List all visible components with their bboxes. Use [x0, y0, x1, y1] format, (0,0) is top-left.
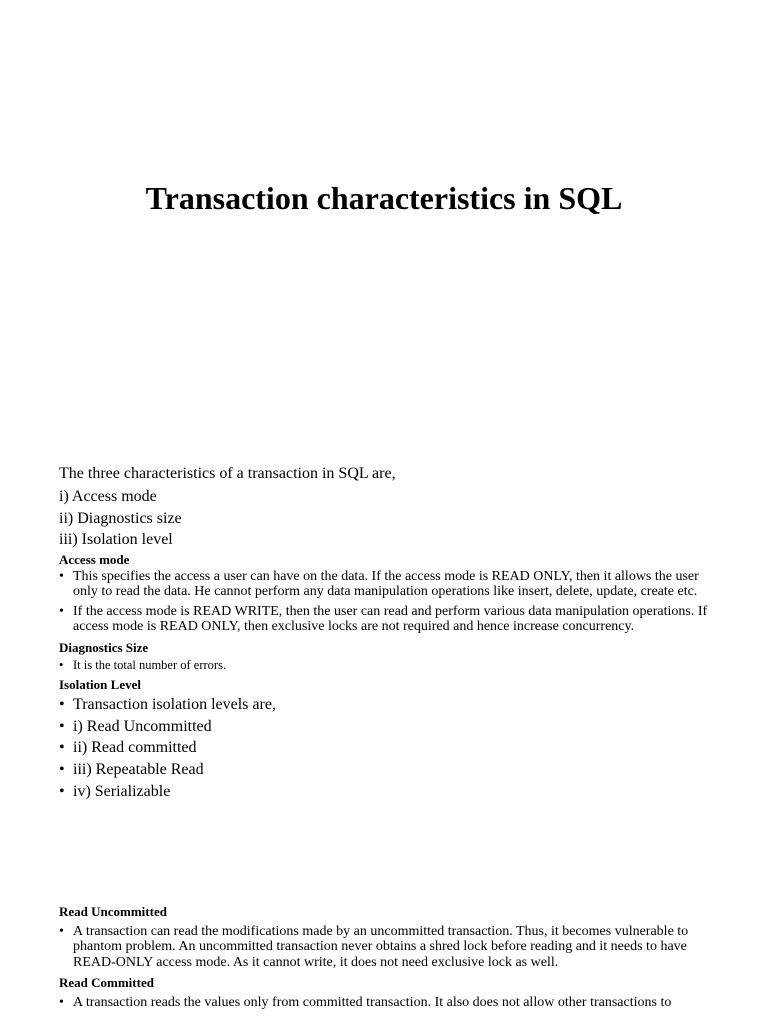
list-item: • A transaction reads the values only from committed transaction. It also does not allow other transactions to [59, 995, 714, 1011]
intro-lead: The three characteristics of a transaction in SQL are, [59, 465, 396, 482]
intro-item: iii) Isolation level [59, 531, 173, 549]
list-item: • This specifies the access a user can have on the data. If the access mode is READ ONLY, then it allows the user only to read the data. He cannot perform any data manipulation operations like insert, delete, update, create etc. [59, 569, 714, 600]
section-heading-read-uncommitted: Read Uncommitted [59, 903, 167, 919]
read-committed-list [59, 995, 714, 1011]
document-body [59, 462, 714, 1015]
list-item: • If the access mode is READ WRITE, then the user can read and perform various data manipulation operations. If access mode is READ ONLY, then exclusive locks are not required and hence increase concurrency. [59, 604, 714, 635]
isolation-level-list [59, 694, 714, 803]
list-item: • Transaction isolation levels are, [59, 694, 714, 716]
list-item: • iv) Serializable [59, 781, 714, 803]
list-item: • It is the total number of errors. [59, 657, 714, 673]
section-heading-read-committed: Read Committed [59, 975, 154, 991]
section-heading-isolation-level: Isolation Level [59, 676, 141, 692]
section-heading-diagnostics-size: Diagnostics Size [59, 639, 149, 655]
page-title: Transaction characteristics in SQL [145, 180, 623, 216]
diagnostics-size-list [59, 657, 714, 673]
section-heading-access-mode: Access mode [59, 551, 130, 567]
intro-item: i) Access mode [59, 488, 157, 505]
list-item: • A transaction can read the modifications made by an uncommitted transaction. Thus, it becomes vulnerable to phantom problem. An uncommitted transaction never obtains a shred lock before reading and it needs to have READ-ONLY access mode. As it cannot write, it does not need exclusive lock as well. [59, 924, 714, 971]
intro-item: ii) Diagnostics size [59, 509, 182, 527]
list-item: • i) Read Uncommitted [59, 716, 714, 738]
access-mode-list [59, 569, 714, 635]
list-item: • ii) Read committed [59, 737, 714, 759]
intro-block [59, 462, 714, 551]
read-uncommitted-list [59, 924, 714, 971]
list-item: • iii) Repeatable Read [59, 759, 714, 781]
page-gap [59, 803, 714, 903]
